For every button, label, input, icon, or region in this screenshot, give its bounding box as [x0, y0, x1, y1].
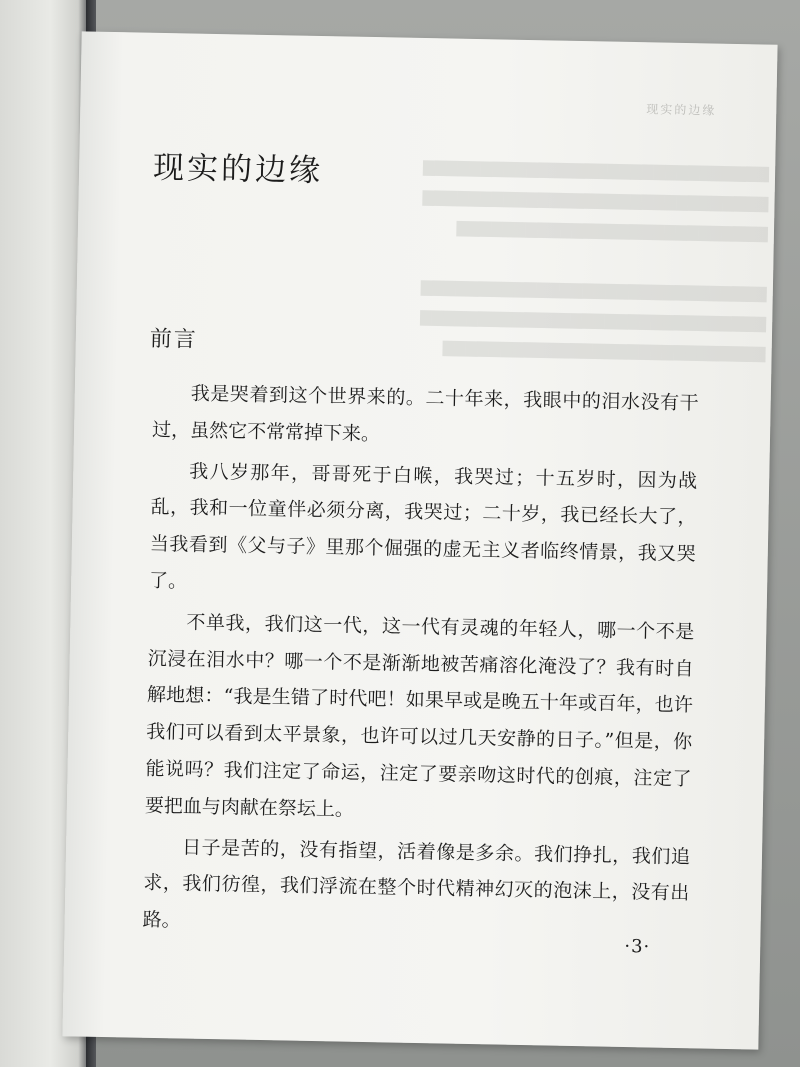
show-through-text: ▇▇▇▇▇▇▇▇▇▇▇▇▇▇▇▇▇▇▇▇▇▇▇▇▇▇▇▇▇▇	[422, 157, 770, 183]
chapter-title: 现实的边缘	[152, 149, 324, 190]
paragraph: 我是哭着到这个世界来的。二十年来，我眼中的泪水没有干过，虽然它不常常掉下来。	[151, 382, 699, 446]
body-text	[142, 375, 699, 953]
paragraph: 不单我，我们这一代，这一代有灵魂的年轻人，哪一个不是沉浸在泪水中？哪一个不是渐渐地被苦痛溶化淹没了？我有时自解地想：“我是生错了时代吧！如果早或是晚五十年或百年，也许我们可以看到太平景象，也许可以过几天安静的日子。”但是，你能说吗？我们注定了命运，注定了要亲吻这时代的创痕，注定了要把血与肉献在祭坛上。	[144, 611, 695, 821]
show-through-text: ▇▇▇▇▇▇▇▇▇▇▇▇▇▇▇▇▇▇▇▇▇▇▇▇▇▇▇▇▇▇	[422, 187, 769, 213]
running-head: 现实的边缘	[646, 102, 717, 118]
show-through-text: ▇▇▇▇▇▇▇▇▇▇▇▇▇▇▇▇▇▇▇▇▇▇▇▇▇▇▇▇▇▇	[420, 277, 767, 303]
show-through-text: ▇▇▇▇▇▇▇▇▇▇▇▇▇▇▇▇▇▇▇▇▇▇▇▇▇▇▇	[456, 218, 769, 243]
paragraph: 我八岁那年，哥哥死于白喉，我哭过；十五岁时，因为战乱，我和一位童伴必须分离，我哭过；二十岁，我已经长大了，当我看到《父与子》里那个倔强的虚无主义者临终情景，我又哭了。	[148, 460, 698, 593]
section-title: 前言	[149, 326, 199, 353]
book-page	[62, 31, 777, 1049]
page-number: ·3·	[624, 935, 651, 958]
show-through-text: ▇▇▇▇▇▇▇▇▇▇▇▇▇▇▇▇▇▇▇▇▇▇▇▇▇▇▇▇▇▇	[420, 307, 767, 333]
show-through-text: ▇▇▇▇▇▇▇▇▇▇▇▇▇▇▇▇▇▇▇▇▇▇▇▇▇▇▇▇	[442, 338, 766, 363]
paragraph: 日子是苦的，没有指望，活着像是多余。我们挣扎，我们追求，我们彷徨，我们浮流在整个时代精神幻灭的泡沫上，没有出路。	[142, 836, 691, 932]
